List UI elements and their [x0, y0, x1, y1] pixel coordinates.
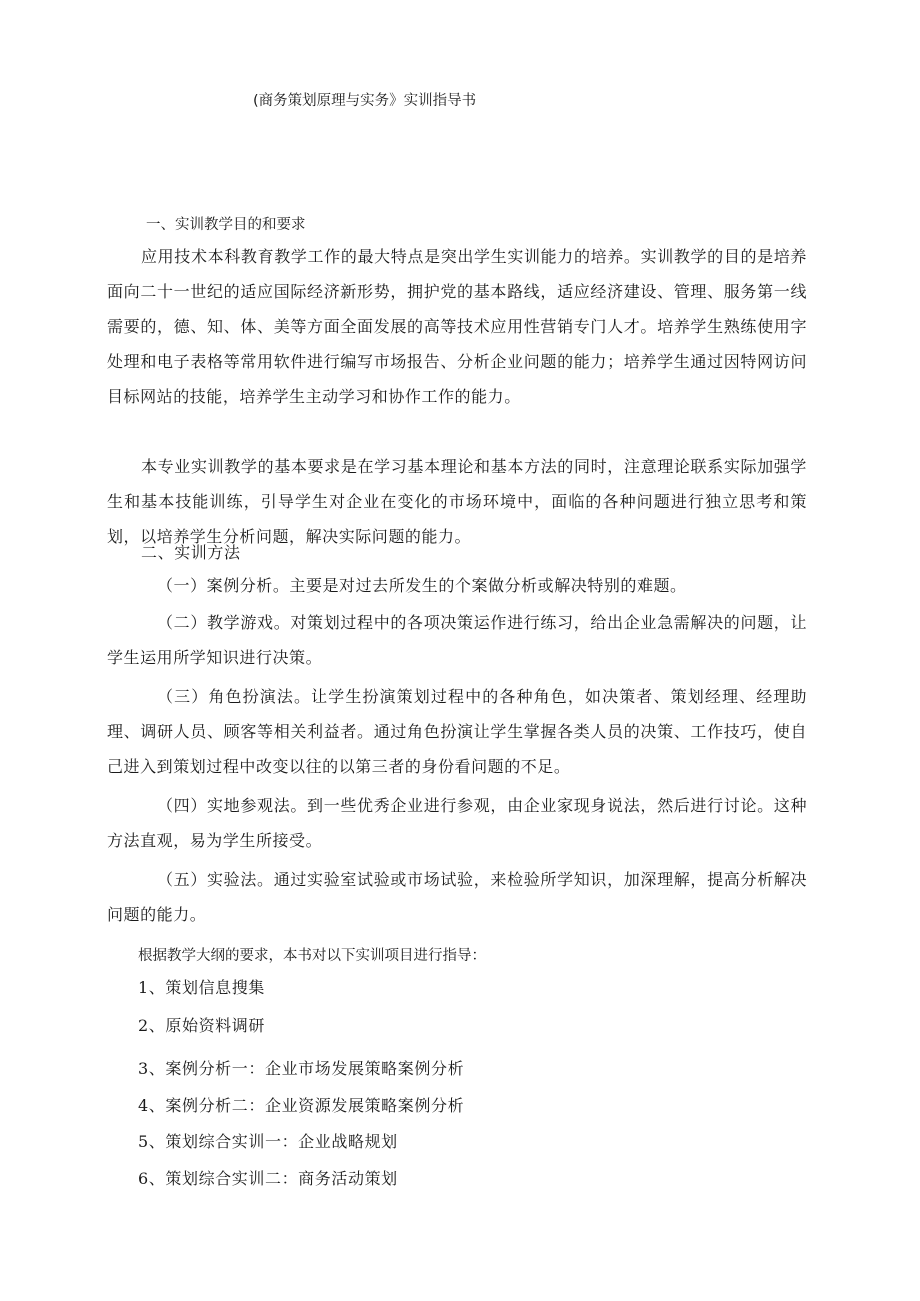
section-heading-methods: 二、实训方法 — [141, 543, 241, 562]
method-item: （一）案例分析。主要是对过去所发生的个案做分析或解决特别的难题。 — [157, 576, 687, 595]
project-item: 5、策划综合实训一：企业战略规划 — [138, 1132, 398, 1151]
method-item: （三）角色扮演法。让学生扮演策划过程中的各种角色，如决策者、策划经理、经理助理、调研人员、顾客等相关利益者。通过角色扮演让学生掌握各类人员的决策、工作技巧，使自己进入到策划过程中改变以往的以第三者的身份看问题的不足。 — [107, 687, 807, 776]
paragraph-objectives: 应用技术本科教育教学工作的最大特点是突出学生实训能力的培养。实训教学的目的是培养面向二十一世纪的适应国际经济新形势，拥护党的基本路线，适应经济建设、管理、服务第一线需要的，德、知、体、美等方面全面发展的高等技术应用性营销专门人才。培养学生熟练使用字处理和电子表格等常用软件进行编写市场报告、分析企业问题的能力；培养学生通过因特网访问目标网站的技能，培养学生主动学习和协作工作的能力。 — [107, 247, 807, 406]
document-title: (商务策划原理与实务》实训指导书 — [253, 93, 477, 109]
project-item: 3、案例分析一：企业市场发展策略案例分析 — [138, 1059, 465, 1078]
method-item: （四）实地参观法。到一些优秀企业进行参观，由企业家现身说法，然后进行讨论。这种方法直观，易为学生所接受。 — [107, 796, 807, 850]
method-item: （二）教学游戏。对策划过程中的各项决策运作进行练习，给出企业急需解决的问题，让学生运用所学知识进行决策。 — [107, 613, 807, 667]
section-heading-objectives: 一、实训教学目的和要求 — [146, 217, 306, 233]
paragraph-requirements: 本专业实训教学的基本要求是在学习基本理论和基本方法的同时，注意理论联系实际加强学生和基本技能训练，引导学生对企业在变化的市场环境中，面临的各种问题进行独立思考和策划，以培养学生分析问题，解决实际问题的能力。 — [107, 457, 807, 546]
project-item: 4、案例分析二：企业资源发展策略案例分析 — [138, 1096, 465, 1115]
method-item: （五）实验法。通过实验室试验或市场试验，来检验所学知识，加深理解，提高分析解决问题的能力。 — [107, 870, 807, 924]
project-item: 6、策划综合实训二：商务活动策划 — [138, 1169, 398, 1188]
project-item: 2、原始资料调研 — [138, 1016, 265, 1035]
projects-intro: 根据教学大纲的要求，本书对以下实训项目进行指导： — [138, 948, 486, 964]
project-item: 1、策划信息搜集 — [138, 978, 265, 997]
